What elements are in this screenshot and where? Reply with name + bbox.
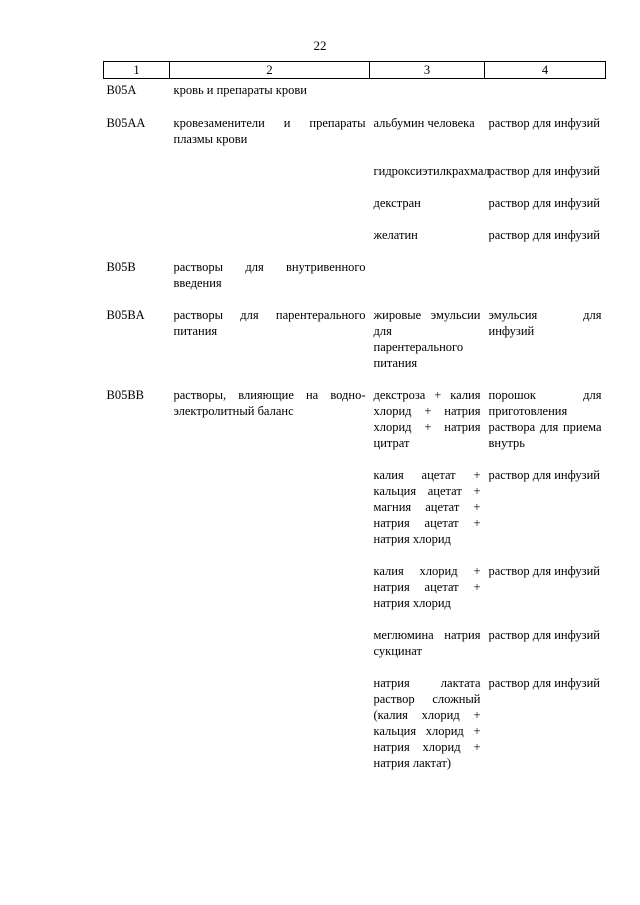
description-cell — [170, 147, 370, 179]
dosage-form-cell: раствор для инфузий — [488, 228, 600, 242]
table-row — [104, 451, 606, 547]
dosage-form-cell: порошок для приготовления раствора для приема внутрь — [488, 388, 602, 450]
medication-table — [103, 61, 606, 771]
code-cell: B05BA — [106, 308, 145, 322]
code-cell — [104, 611, 170, 659]
drug-cell: декстроза + калия хлорид + натрия хлорид + натрия цитрат — [373, 388, 481, 450]
drug-cell: гидроксиэтилкрахмал — [373, 164, 490, 178]
dosage-form-cell: раствор для инфузий — [488, 564, 600, 578]
description-cell: растворы для внутривенного введения — [173, 260, 366, 290]
description-cell: растворы, влияющие на водно-электролитный баланс — [173, 388, 366, 418]
description-cell — [170, 611, 370, 659]
description-cell: кровь и препараты крови — [173, 83, 307, 97]
description-cell — [170, 451, 370, 547]
code-cell: B05B — [106, 260, 136, 274]
code-cell: B05BB — [106, 388, 145, 402]
description-cell — [170, 211, 370, 243]
description-cell — [170, 179, 370, 211]
dosage-form-cell: раствор для инфузий — [488, 164, 600, 178]
table-row — [104, 179, 606, 211]
column-header-3: 3 — [370, 62, 485, 79]
table-row — [104, 371, 606, 451]
table-row — [104, 547, 606, 611]
dosage-form-cell: раствор для инфузий — [488, 116, 600, 130]
table-row — [104, 291, 606, 371]
table-body — [104, 79, 606, 772]
table-row — [104, 611, 606, 659]
drug-cell: желатин — [373, 228, 418, 242]
drug-cell — [370, 243, 485, 291]
table-row — [104, 243, 606, 291]
dosage-form-cell: раствор для инфузий — [488, 468, 600, 482]
table-row — [104, 659, 606, 771]
drug-cell: меглюмина натрия сукцинат — [373, 628, 481, 658]
column-header-1: 1 — [104, 62, 170, 79]
code-cell — [104, 451, 170, 547]
drug-cell: жировые эмульсии для парентерального питания — [373, 308, 481, 370]
drug-cell: калия хлорид + натрия ацетат + натрия хлорид — [373, 564, 481, 610]
table-header-row — [104, 62, 606, 79]
page-number: 22 — [313, 38, 327, 53]
table-row — [104, 98, 606, 147]
code-cell — [104, 147, 170, 179]
table-row — [104, 79, 606, 99]
drug-cell: натрия лактата раствор сложный (калия хлорид + кальция хлорид + натрия хлорид + натрия лактат) — [373, 676, 481, 770]
code-cell — [104, 179, 170, 211]
drug-cell: декстран — [373, 196, 421, 210]
table-row — [104, 147, 606, 179]
dosage-form-cell: раствор для инфузий — [488, 628, 600, 642]
drug-cell — [370, 79, 485, 99]
code-cell — [104, 211, 170, 243]
code-cell: B05AA — [106, 116, 146, 130]
drug-cell: альбумин человека — [373, 116, 475, 130]
code-cell — [104, 659, 170, 771]
dosage-form-cell: эмульсия для инфузий — [488, 308, 602, 338]
table-row — [104, 211, 606, 243]
column-header-2: 2 — [170, 62, 370, 79]
dosage-form-cell — [485, 243, 606, 291]
description-cell: кровезаменители и препараты плазмы крови — [173, 116, 366, 146]
code-cell: B05A — [106, 83, 137, 97]
dosage-form-cell: раствор для инфузий — [488, 676, 600, 690]
dosage-form-cell: раствор для инфузий — [488, 196, 600, 210]
description-cell — [170, 659, 370, 771]
description-cell — [170, 547, 370, 611]
column-header-4: 4 — [485, 62, 606, 79]
description-cell: растворы для парентерального питания — [173, 308, 366, 338]
dosage-form-cell — [485, 79, 606, 99]
code-cell — [104, 547, 170, 611]
drug-cell: калия ацетат + кальция ацетат + магния ацетат + натрия ацетат + натрия хлорид — [373, 468, 481, 546]
